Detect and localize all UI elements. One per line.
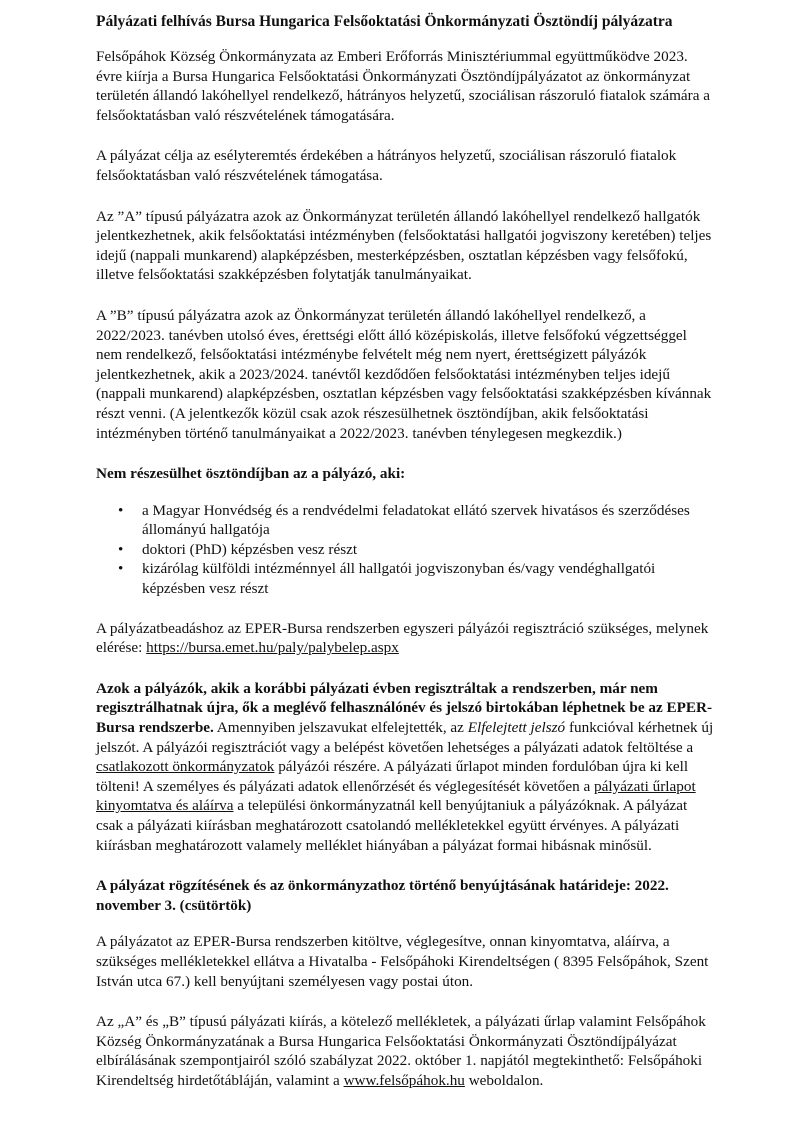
availability-paragraph: Az „A” és „B” típusú pályázati kiírás, a kötelező mellékletek, a pályázati űrlap valamint Felsőpáhok Község Önkormányzatának a Bursa Hungarica Felsőoktatási Önkormányzati Ösztöndíjpályázat elbírálásának szempontjairól szóló szabályzat 2022. október 1. napjától megtekinthető: Felsőpáhoki Kirendeltség hirdetőtábláján, valamint a www.felsőpáhok.hu weboldalon. [96, 1013, 706, 1089]
login-bold-text: Azok a pályázók, akik a korábbi pályázati évben regisztráltak a rendszerben, már nem regisztrálhatnak újra, ők a meglévő felhasználónév és jelszó birtokában léphetnek be az EPER-Bursa rendszerbe. [96, 679, 713, 737]
list-item: • kizárólag külföldi intézménnyel áll hallgatói jogviszonyban és/vagy vendéghallgatói képzésben vesz részt [118, 560, 656, 598]
bullet-icon: • [118, 560, 124, 578]
type-b-paragraph: A ”B” típusú pályázatra azok az Önkormányzat területén állandó lakóhellyel rendelkező, a 2022/2023. tanévben utolsó éves, érettségi előtt álló középiskolás, illetve felsőfokú végzettséggel nem rendelkező, felsőoktatási intézménybe felvételt még nem nyert, érettségizett pályázók jelentkezhetnek, akik a 2023/2024. tanévtől kezdődően felsőoktatási intézményben teljes idejű (nappali munkarend) alapképzésben, osztatlan képzésben vagy felsőoktatási szakképzésben kívánnak részt venni. (A jelentkezők közül csak azok részesülhetnek ösztöndíjban, akik felsőoktatási intézményben történő tanulmányaikat a 2022/2023. tanévben ténylegesen megkezdik.) [96, 306, 712, 442]
intro-paragraph: Felsőpáhok Község Önkormányzata az Emberi Erőforrás Minisztériummal együttműködve 2023. évre kiírja a Bursa Hungarica Felsőoktatási Önkormányzati Ösztöndíjpályázatot az önkormányzat területén állandó lakóhellyel rendelkező, hátrányos helyzetű, szociálisan rászoruló fiatalok számára a felsőoktatásban való részvételének támogatására. [96, 48, 710, 124]
document-title: Pályázati felhívás Bursa Hungarica Felsőoktatási Önkormányzati Ösztöndíj pályázatra [96, 13, 673, 30]
deadline-heading: A pályázat rögzítésének és az önkormányzathoz történő benyújtásának határideje: 2022. november 3. (csütörtök) [96, 877, 669, 914]
website-link[interactable]: www.felsőpáhok.hu [343, 1071, 465, 1089]
document-page [96, 12, 716, 1112]
type-a-paragraph: Az ”A” típusú pályázatra azok az Önkormányzat területén állandó lakóhellyel rendelkező hallgatók jelentkezhetnek, akik felsőoktatási intézményben (felsőoktatási hallgatói jogviszony keretében) teljes idejű (nappali munkarend) alapképzésben, mesterképzésben, osztatlan képzésben vagy felsőfokú, illetve felsőoktatási szakképzésben folytatják tanulmányaikat. [96, 207, 712, 284]
submission-paragraph: A pályázatot az EPER-Bursa rendszerben kitöltve, véglegesítve, onnan kinyomtatva, aláírva, a szükséges mellékletekkel ellátva a Hivatalba - Felsőpáhoki Kirendeltségen ( 8395 Felsőpáhok, Szent István utca 67.) kell benyújtani személyesen vagy postai úton. [96, 933, 709, 990]
joined-municipalities-text: csatlakozott önkormányzatok [96, 758, 275, 776]
list-item: • a Magyar Honvédség és a rendvédelmi feladatokat ellátó szervek hivatásos és szerződéses állományú hallgatója [118, 501, 690, 539]
exclusion-list [96, 501, 716, 599]
purpose-paragraph: A pályázat célja az esélyteremtés érdekében a hátrányos helyzetű, szociálisan rászoruló fiatalok felsőoktatásban való részvételének támogatása. [96, 147, 677, 184]
list-item: • doktori (PhD) képzésben vesz részt [118, 540, 358, 558]
registration-paragraph: A pályázatbeadáshoz az EPER-Bursa rendszerben egyszeri pályázói regisztráció szükséges, melynek elérése: https://bursa.emet.hu/paly/palybelep.aspx [96, 619, 709, 657]
forgot-password-text: Elfelejtett jelszó [467, 719, 566, 737]
print-sign-text: pályázati űrlapot kinyomtatva és aláírva [96, 777, 696, 815]
login-paragraph: Azok a pályázók, akik a korábbi pályázati évben regisztráltak a rendszerben, már nem regisztrálhatnak újra, ők a meglévő felhasználónév és jelszó birtokában léphetnek be az EPER-Bursa rendszerbe. Amennyiben jelszavukat elfelejtették, az Elfelejtett jelszó funkcióval kérhetnek új jelszót. A pályázói regisztrációt vagy a belépést követően lehetséges a pályázati adatok feltöltése a csatlakozott önkormányzatok pályázói részére. A pályázati űrlapot minden fordulóban újra ki kell tölteni! A személyes és pályázati adatok ellenőrzését és véglegesítését követően a pályázati űrlapot kinyomtatva és aláírva a települési önkormányzatnál kell benyújtaniuk a pályázóknak. A pályázat csak a pályázati kiírásban meghatározott csatolandó mellékletekkel együtt érvényes. A pályázati kiírásban meghatározott valamely melléklet hiányában a pályázat formai hibásnak minősül. [96, 679, 714, 854]
bullet-icon: • [118, 540, 124, 558]
exclusion-heading: Nem részesülhet ösztöndíjban az a pályázó, aki: [96, 465, 406, 483]
bullet-icon: • [118, 501, 124, 519]
registration-link[interactable]: https://bursa.emet.hu/paly/palybelep.aspx [146, 639, 399, 657]
